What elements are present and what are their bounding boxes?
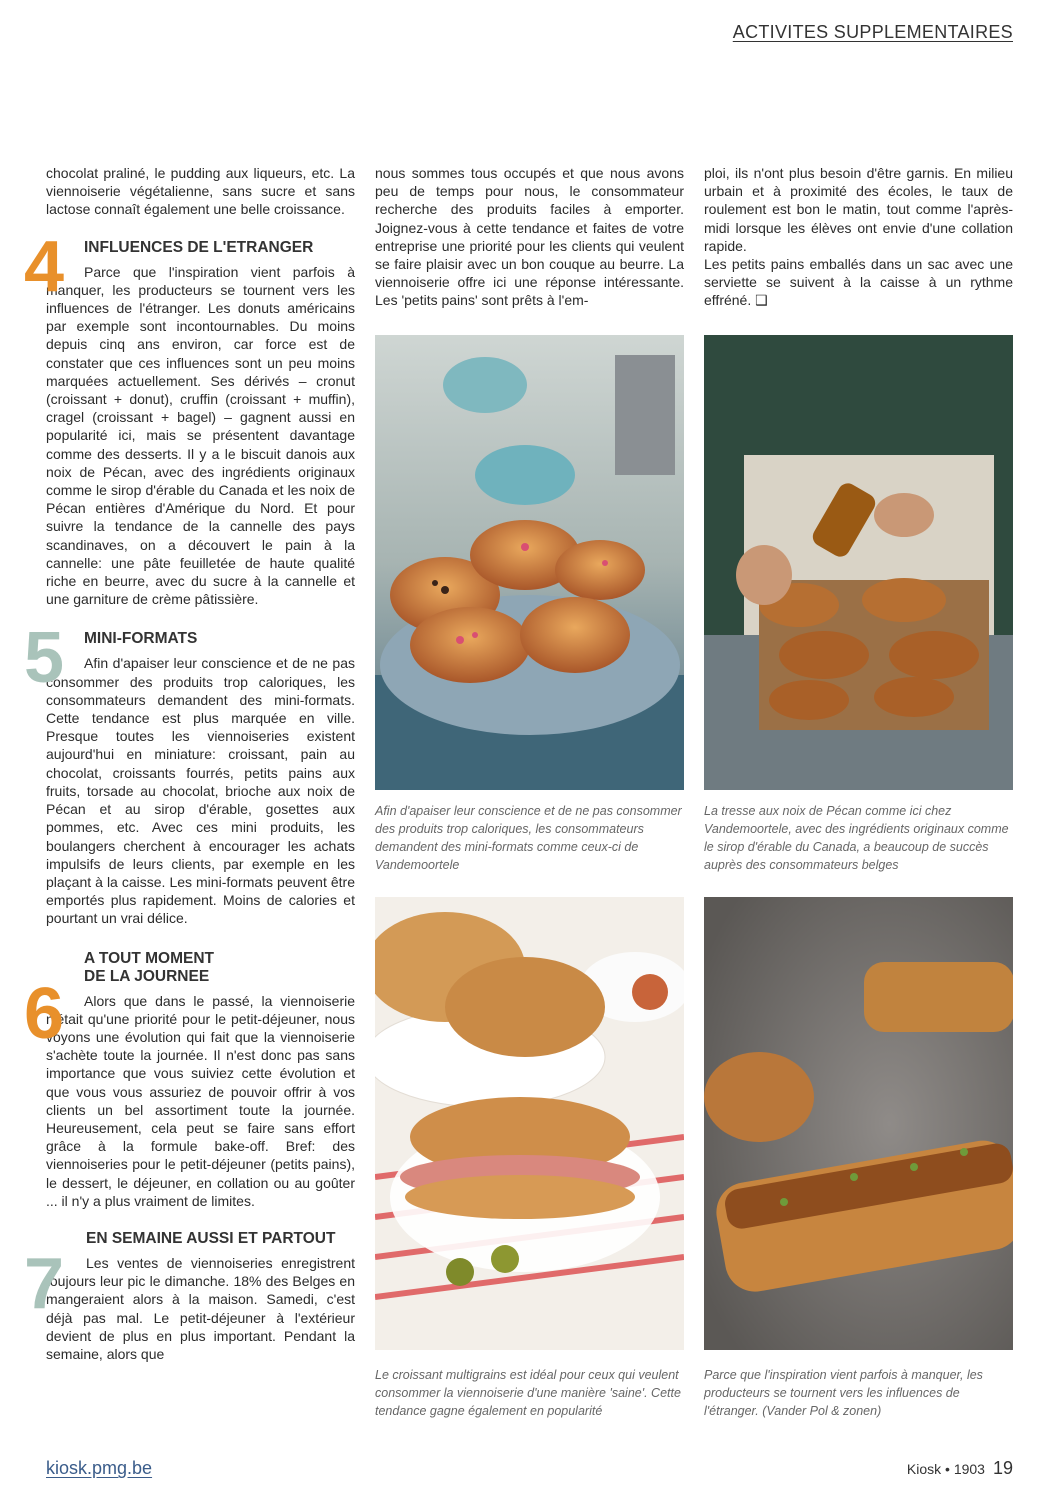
section-number-6: 6: [24, 973, 65, 1054]
section-title-6: [84, 950, 355, 986]
end-mark-icon: ❑: [755, 292, 768, 309]
section-header: ACTIVITES SUPPLEMENTAIRES: [732, 22, 1013, 42]
section-number-4: 4: [24, 226, 65, 307]
website-link[interactable]: kiosk.pmg.be: [46, 1458, 153, 1478]
column-2-paragraph: nous sommes tous occupés et que nous avons peu de temps pour nous, le consommateur recherche des produits faciles à emporter. Joignez-vous à cette tendance et faites de votre entreprise une priorité pour les clients qui veulent se faire plaisir avec un bon couque au beurre. La viennoiserie offre ici une réponse intéressante. Les 'petits pains' sont prêts à l'em-: [375, 165, 684, 309]
intro-paragraph: chocolat praliné, le pudding aux liqueurs, etc. La viennoiserie végétalienne, sans sucre et sans lactose connaît également une belle croissance.: [46, 165, 355, 218]
caption-photo-1: Afin d'apaiser leur conscience et de ne pas consommer des produits trop caloriques, les consommateurs demandent des mini-formats comme ceux-ci de Vandemoortele: [375, 804, 682, 872]
section-title-5: MINI-FORMATS: [84, 630, 198, 648]
section-title-4: INFLUENCES DE L'ETRANGER: [84, 238, 314, 256]
photo-multigrain-croissant: [375, 897, 684, 1350]
column-3-paragraph-2: Les petits pains emballés dans un sac avec une serviette se suivent à la caisse à un rythme effréné. ❑: [704, 256, 1013, 309]
photo-pastry-slices: [704, 897, 1013, 1350]
section-text-4: Parce que l'inspiration vient parfois à manquer, les producteurs se tournent vers les influences de l'étranger. Les donuts américains par exemple sont incontournables. Du moins depuis cinq ans environ, car force est de constater que ces influences sont un peu moins marquées actuellement. Ses dérivés – cronut (croissant + donut), cruffin (croissant + muffin), cragel (croissant + bagel) – gagnent aussi en popularité ici, mais se présentent davantage comme des desserts. Il y a le biscuit danois aux noix de Pécan, avec des ingrédients originaux comme le sirop d'érable du Canada et les noix de Pécan entières d'Amérique du Nord. Et pour suivre la tendance de la cannelle des pays scandinaves, on a découvert le pain à la cannelle: une pâte feuilletée de haute qualité riche en beurre, avec du sucre à la cannelle et une garniture de crème pâtissière.: [46, 263, 355, 608]
text-column-2: [375, 164, 684, 310]
page-footer: [907, 1458, 1013, 1479]
photo-mini-croissants: [375, 335, 684, 790]
section-text-6: Alors que dans le passé, la viennoiserie n'était qu'une priorité pour le petit-déjeuner, nous voyons une évolution qui fait que la viennoiserie s'achète toute la journée. Il n'est donc pas sans importance que vous suiviez cette évolution et que vous vous assuriez de pouvoir offrir à vos clients un bel assortiment toute la journée. Heureusement, cela peut se faire sans effort grâce à la formule bake-off. Bref: des viennoiseries pour le petit-déjeuner (petits pains), le dessert, le déjeuner, en collation ou au goûter ... il n'y a plus vraiment de limites.: [46, 992, 355, 1209]
text-column-1: [24, 164, 355, 1363]
section-title-6-line1: A TOUT MOMENT: [84, 949, 215, 967]
section-text-7: Les ventes de viennoiseries enregistrent toujours leur pic le dimanche. 18% des Belges en mangeraient alors à la maison. Samedi, c'est déjà pas mal. Le petit-déjeuner à l'extérieur devient de plus en plus important. Pendant la semaine, alors que: [46, 1254, 355, 1362]
issue-label: Kiosk • 1903: [906, 1461, 985, 1477]
page-number: 19: [992, 1458, 1013, 1478]
section-number-5: 5: [24, 618, 65, 699]
section-title-6-line2: DE LA JOURNEE: [84, 967, 210, 985]
caption-photo-2: La tresse aux noix de Pécan comme ici chez Vandemoortele, avec des ingrédients originaux comme le sirop d'érable du Canada, a beaucoup de succès auprès des consommateurs belges: [704, 804, 1009, 872]
text-column-3: [704, 164, 1013, 310]
section-text-5: Afin d'apaiser leur conscience et de ne pas consommer des produits trop caloriques, les consommateurs demandent des mini-formats. Cette tendance est plus marquée en ville. Presque toutes les viennoiseries existent aujourd'hui en miniature: croissant, pain au chocolat, croissants fourrés, petits pains aux fruits, torsade au chocolat, brioche aux noix de Pécan et au sirop d'érable, gosettes aux pommes, etc. Avec ces mini produits, les boulangers cherchent à encourager les achats impulsifs de leurs clients, par exemple en les plaçant à la caisse. Les mini-formats peuvent être emportés plus rapidement. Moins de calories et pourtant un vrai délice.: [46, 655, 355, 927]
section-number-7: 7: [24, 1243, 65, 1324]
section-7: [24, 1229, 355, 1363]
column-3-paragraph-1: ploi, ils n'ont plus besoin d'être garnis. En milieu urbain et à proximité des écoles, le taux de roulement est bon le matin, tout comme l'après-midi lorsque les élèves ont envie d'une collation rapide.: [704, 165, 1013, 254]
section-4: [24, 226, 355, 609]
caption-photo-3: Le croissant multigrains est idéal pour ceux qui veulent consommer la viennoiserie d'une manière 'saine'. Cette tendance gagne également en popularité: [375, 1368, 681, 1418]
caption-photo-4: Parce que l'inspiration vient parfois à manquer, les producteurs se tournent vers les influences de l'étranger. (Vander Pol & zonen): [704, 1368, 983, 1418]
section-title-7: EN SEMAINE AUSSI ET PARTOUT: [86, 1229, 336, 1247]
section-6: [24, 949, 355, 1210]
photo-pecan-braids: [704, 335, 1013, 790]
section-5: [24, 618, 355, 927]
